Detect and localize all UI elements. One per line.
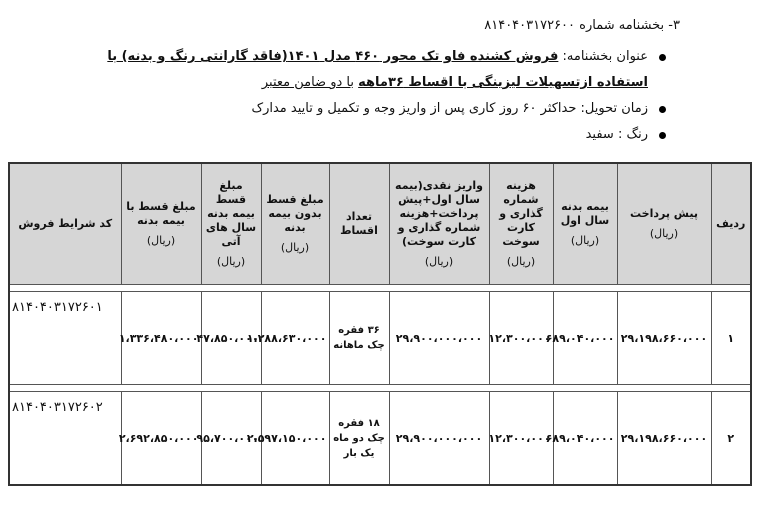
- prepayment-cell: ۲۹،۱۹۸،۶۶۰،۰۰۰: [617, 292, 711, 385]
- table-row: [9, 292, 751, 385]
- sales-code-cell: ۸۱۴۰۴۰۳۱۷۲۶۰۱: [9, 292, 121, 385]
- installment-future-insurance-cell: ۹۵،۷۰۰،۰۰۰: [201, 392, 261, 486]
- header-cell: هزینه شماره گذاری و کارت سوخت (ریال): [489, 163, 553, 285]
- header-cell: ردیف: [711, 163, 751, 285]
- header-cell: مبلغ قسط بدون بیمه بدنه (ریال): [261, 163, 329, 285]
- row-index: ۱: [711, 292, 751, 385]
- installment-no-insurance-cell: ۲،۵۹۷،۱۵۰،۰۰۰: [261, 392, 329, 486]
- table-header-row: [9, 163, 751, 285]
- plate-fee-cell: ۱۲،۳۰۰،۰۰۰: [489, 392, 553, 486]
- circular-heading: ۳- بخشنامه شماره ۸۱۴۰۴۰۳۱۷۲۶۰۰: [484, 18, 680, 33]
- title-bullet: [106, 44, 666, 96]
- cash-deposit-cell: ۲۹،۹۰۰،۰۰۰،۰۰۰: [389, 292, 489, 385]
- circular-details: [106, 44, 666, 148]
- header-cell: مبلغ قسط بیمه بدنه سال های آتی (ریال): [201, 163, 261, 285]
- header-cell: تعداد اقساط: [329, 163, 389, 285]
- installment-future-insurance-cell: ۴۷،۸۵۰،۰۰۰: [201, 292, 261, 385]
- header-cell: پیش پرداخت (ریال): [617, 163, 711, 285]
- title-tail: با دو ضامن معتبر: [261, 75, 354, 90]
- header-cell: واریز نقدی(بیمه سال اول+پیش پرداخت+هزینه شماره گذاری و کارت سوخت) (ریال): [389, 163, 489, 285]
- prepayment-cell: ۲۹،۱۹۸،۶۶۰،۰۰۰: [617, 392, 711, 486]
- cash-deposit-cell: ۲۹،۹۰۰،۰۰۰،۰۰۰: [389, 392, 489, 486]
- title-bold-part1: فروش کشنده فاو تک محور ۴۶۰ مدل ۱۴۰۱(فاقد گارانتی رنگ و بدنه) با: [107, 49, 559, 64]
- delivery-bullet: زمان تحویل: حداکثر ۶۰ روز کاری پس از واریز وجه و تکمیل و تایید مدارک: [106, 96, 666, 122]
- plate-fee-cell: ۱۲،۳۰۰،۰۰۰: [489, 292, 553, 385]
- row-index: ۲: [711, 392, 751, 486]
- header-cell: بیمه بدنه سال اول (ریال): [553, 163, 617, 285]
- installment-with-insurance-cell: ۱،۳۳۶،۴۸۰،۰۰۰: [121, 292, 201, 385]
- title-label: عنوان بخشنامه:: [562, 49, 648, 64]
- sales-conditions-table: [8, 162, 752, 486]
- installment-no-insurance-cell: ۱،۲۸۸،۶۳۰،۰۰۰: [261, 292, 329, 385]
- sales-code-cell: ۸۱۴۰۴۰۳۱۷۲۶۰۲: [9, 392, 121, 486]
- installment-count-cell: ۳۶ فقره چک ماهانه: [329, 292, 389, 385]
- installment-count-cell: ۱۸ فقره چک دو ماه یک بار: [329, 392, 389, 486]
- header-cell: کد شرایط فروش: [9, 163, 121, 285]
- insurance-cell: ۶۸۹،۰۴۰،۰۰۰: [553, 292, 617, 385]
- color-bullet: رنگ : سفید: [106, 122, 666, 148]
- table-row: [9, 392, 751, 486]
- header-cell: مبلغ قسط با بیمه بدنه (ریال): [121, 163, 201, 285]
- insurance-cell: ۶۸۹،۰۴۰،۰۰۰: [553, 392, 617, 486]
- title-bold-part2: استفاده ازتسهیلات لیزینگی با اقساط ۳۶ماهه: [358, 75, 648, 90]
- installment-with-insurance-cell: ۲،۶۹۲،۸۵۰،۰۰۰: [121, 392, 201, 486]
